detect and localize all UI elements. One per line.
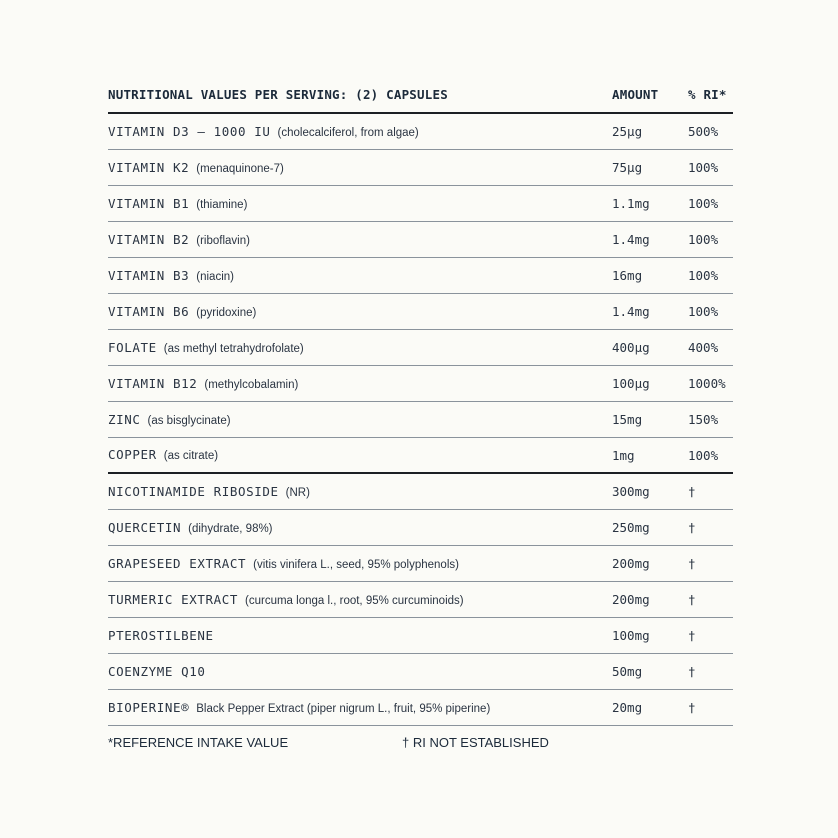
nutrient-cell bbox=[108, 627, 612, 645]
table-row bbox=[108, 186, 733, 222]
amount-cell: 200mg bbox=[612, 592, 650, 607]
nutrient-description: (as bisglycinate) bbox=[147, 414, 231, 427]
amount-cell: 100μg bbox=[612, 376, 650, 391]
amount-cell: 16mg bbox=[612, 268, 643, 283]
amount-cell: 250mg bbox=[612, 520, 650, 535]
table-row bbox=[108, 258, 733, 294]
header-title: NUTRITIONAL VALUES PER SERVING: (2) CAPSULES bbox=[108, 86, 448, 102]
nutrient-cell bbox=[108, 483, 612, 501]
amount-cell: 1mg bbox=[612, 447, 635, 463]
footnote-not-established: † RI NOT ESTABLISHED bbox=[402, 735, 549, 750]
nutrient-description: (niacin) bbox=[196, 270, 234, 283]
table-row bbox=[108, 222, 733, 258]
amount-cell: 1.4mg bbox=[612, 232, 650, 247]
ri-cell: 100% bbox=[688, 196, 719, 211]
amount-cell: 200mg bbox=[612, 556, 650, 571]
nutrient-description: (thiamine) bbox=[196, 198, 248, 211]
table-row bbox=[108, 618, 733, 654]
nutrient-cell bbox=[108, 446, 612, 464]
nutrient-cell bbox=[108, 699, 612, 717]
table-row bbox=[108, 294, 733, 330]
header-ri: % RI* bbox=[688, 86, 727, 102]
nutrient-name: COENZYME Q10 bbox=[108, 663, 206, 679]
nutrient-name: VITAMIN B2 bbox=[108, 231, 190, 247]
nutrient-description: (as citrate) bbox=[163, 450, 219, 462]
table-row bbox=[108, 366, 733, 402]
nutrient-description: Black Pepper Extract (piper nigrum L., fruit, 95% piperine) bbox=[196, 702, 491, 715]
amount-cell: 1.1mg bbox=[612, 196, 650, 211]
nutrient-cell bbox=[108, 411, 612, 429]
table-row bbox=[108, 150, 733, 186]
nutrient-name: QUERCETIN bbox=[108, 519, 182, 535]
ri-cell: † bbox=[688, 592, 696, 607]
nutrient-name: COPPER bbox=[108, 447, 157, 462]
nutrient-cell bbox=[108, 231, 612, 249]
ri-cell: † bbox=[688, 556, 696, 571]
nutrient-name: VITAMIN B3 bbox=[108, 267, 190, 283]
nutrient-cell bbox=[108, 591, 612, 609]
ri-cell: † bbox=[688, 664, 696, 679]
ri-cell: 150% bbox=[688, 412, 719, 427]
nutrient-name: TURMERIC EXTRACT bbox=[108, 591, 239, 607]
ri-cell: † bbox=[688, 484, 696, 499]
nutrient-name: PTEROSTILBENE bbox=[108, 627, 214, 643]
nutrient-description: (NR) bbox=[285, 486, 310, 499]
nutrient-cell bbox=[108, 123, 612, 141]
nutrient-description: (vitis vinifera L., seed, 95% polyphenols) bbox=[253, 558, 459, 571]
nutrient-description: (menaquinone-7) bbox=[196, 162, 284, 175]
amount-cell: 300mg bbox=[612, 484, 650, 499]
amount-cell: 75μg bbox=[612, 160, 643, 175]
ri-cell: † bbox=[688, 700, 696, 715]
nutrient-cell bbox=[108, 555, 612, 573]
nutrient-cell bbox=[108, 663, 612, 681]
ri-cell: 100% bbox=[688, 304, 719, 319]
nutrient-name: GRAPESEED EXTRACT bbox=[108, 555, 247, 571]
nutrient-cell bbox=[108, 159, 612, 177]
nutrient-cell bbox=[108, 195, 612, 213]
ri-cell: 400% bbox=[688, 340, 719, 355]
nutrition-table bbox=[108, 76, 733, 726]
ri-cell: 500% bbox=[688, 124, 719, 139]
nutrient-description: (dihydrate, 98%) bbox=[188, 522, 273, 535]
nutrient-cell bbox=[108, 519, 612, 537]
table-header bbox=[108, 76, 733, 114]
nutrient-description: (pyridoxine) bbox=[196, 306, 257, 319]
ri-cell: † bbox=[688, 628, 696, 643]
nutrient-description: (curcuma longa l., root, 95% curcuminoids) bbox=[245, 594, 464, 607]
table-body bbox=[108, 114, 733, 726]
nutrient-cell bbox=[108, 303, 612, 321]
nutrient-cell bbox=[108, 267, 612, 285]
nutrient-name: VITAMIN D3 – 1000 IU bbox=[108, 123, 271, 139]
footnote-reference: *REFERENCE INTAKE VALUE bbox=[108, 735, 289, 750]
table-row bbox=[108, 114, 733, 150]
table-row bbox=[108, 690, 733, 726]
ri-cell: 1000% bbox=[688, 376, 726, 391]
table-row bbox=[108, 474, 733, 510]
ri-cell: 100% bbox=[688, 160, 719, 175]
nutrient-cell bbox=[108, 375, 612, 393]
nutrient-description: (riboflavin) bbox=[196, 234, 250, 247]
nutrient-name: BIOPERINE® bbox=[108, 699, 190, 715]
amount-cell: 15mg bbox=[612, 412, 643, 427]
nutrient-cell bbox=[108, 339, 612, 357]
amount-cell: 25μg bbox=[612, 124, 643, 139]
table-row bbox=[108, 654, 733, 690]
amount-cell: 100mg bbox=[612, 628, 650, 643]
table-row bbox=[108, 438, 733, 474]
table-row bbox=[108, 582, 733, 618]
ri-cell: 100% bbox=[688, 447, 719, 463]
amount-cell: 1.4mg bbox=[612, 304, 650, 319]
nutrient-name: NICOTINAMIDE RIBOSIDE bbox=[108, 483, 279, 499]
amount-cell: 50mg bbox=[612, 664, 643, 679]
nutrient-name: VITAMIN K2 bbox=[108, 159, 190, 175]
table-row bbox=[108, 546, 733, 582]
amount-cell: 400μg bbox=[612, 340, 650, 355]
amount-cell: 20mg bbox=[612, 700, 643, 715]
ri-cell: † bbox=[688, 520, 696, 535]
nutrient-description: (as methyl tetrahydrofolate) bbox=[163, 342, 304, 355]
nutrient-name: ZINC bbox=[108, 411, 141, 427]
nutrient-description: (cholecalciferol, from algae) bbox=[277, 126, 419, 139]
nutrient-name: VITAMIN B6 bbox=[108, 303, 190, 319]
nutrient-name: FOLATE bbox=[108, 339, 157, 355]
nutrient-name: VITAMIN B1 bbox=[108, 195, 190, 211]
ri-cell: 100% bbox=[688, 268, 719, 283]
ri-cell: 100% bbox=[688, 232, 719, 247]
header-amount: AMOUNT bbox=[612, 86, 659, 102]
nutrient-description: (methylcobalamin) bbox=[204, 378, 299, 391]
table-row bbox=[108, 402, 733, 438]
table-row bbox=[108, 510, 733, 546]
nutrient-name: VITAMIN B12 bbox=[108, 375, 198, 391]
table-row bbox=[108, 330, 733, 366]
